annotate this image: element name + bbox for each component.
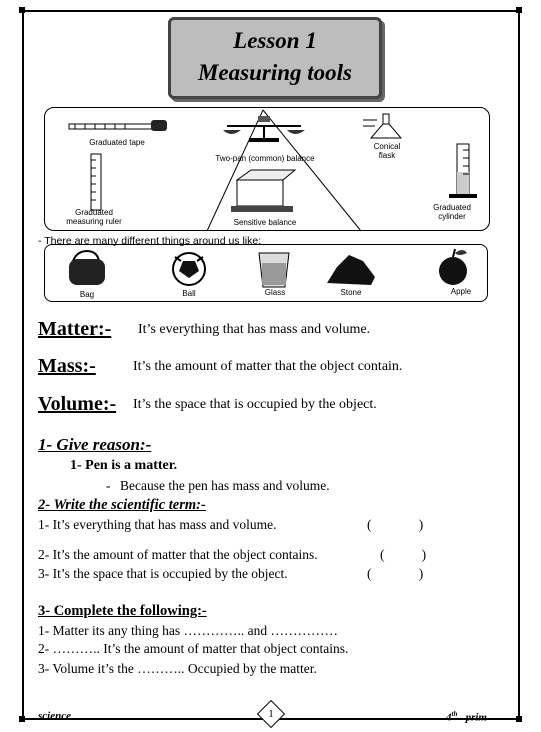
graduated-ruler-label-line2: measuring ruler [66, 217, 122, 226]
graduated-tape-label: Graduated tape [89, 138, 145, 147]
things-intro: - There are many different things around us like: [38, 235, 262, 247]
q1-heading: 1- Give reason:- [38, 435, 152, 454]
q3-item-2: 2- ……….. It’s the amount of matter that object contains. [38, 641, 349, 656]
conical-flask-label-line2: flask [378, 151, 396, 160]
footer-grade-number: 4 [446, 711, 452, 724]
ball-icon [173, 253, 205, 285]
q3-item-3: 3- Volume it’s the ……….. Occupied by the matter. [38, 661, 317, 676]
two-pan-balance-icon [223, 116, 305, 142]
q2-heading: 2- Write the scientific term:- [38, 497, 206, 513]
conical-flask-icon [363, 114, 401, 138]
page-number: 1 [268, 708, 274, 720]
q2-item-2: 2- It’s the amount of matter that the object contains. [38, 547, 318, 562]
apple-icon [439, 249, 467, 285]
ruler-icon [91, 154, 101, 210]
graduated-cylinder-label-line2: cylinder [438, 212, 466, 221]
border-corner [516, 7, 522, 13]
bag-icon [69, 251, 105, 285]
thing-label-ball: Ball [182, 289, 196, 298]
measuring-tools-panel [44, 107, 490, 231]
q2-item-1: 1- It’s everything that has mass and volume. [38, 517, 277, 532]
graduated-cylinder-label-line1: Graduated [433, 203, 471, 212]
graduated-tape-icon [69, 120, 167, 131]
mass-term: Mass:- [38, 355, 96, 377]
things-panel [44, 244, 488, 302]
matter-term: Matter:- [38, 318, 112, 340]
q2-answer-bracket-1[interactable]: ( ) [367, 517, 424, 532]
matter-definition: It’s everything that has mass and volume. [138, 322, 371, 337]
border-corner [19, 716, 25, 722]
q1-answer-bullet: - [106, 478, 111, 493]
volume-term: Volume:- [38, 393, 117, 415]
thing-label-apple: Apple [450, 287, 472, 296]
border-corner [516, 716, 522, 722]
sensitive-balance-icon [231, 170, 295, 212]
q2-item-3: 3- It’s the space that is occupied by the object. [38, 566, 288, 581]
conical-flask-label-line1: Conical [373, 142, 401, 151]
footer-grade [446, 710, 487, 724]
two-pan-balance-label: Two-pan (common) balance [215, 154, 315, 163]
q1-item: 1- Pen is a matter. [70, 458, 178, 473]
graduated-ruler-label-line1: Graduated [75, 208, 113, 217]
thing-label-stone: Stone [340, 288, 362, 297]
q2-answer-bracket-2[interactable]: ( ) [380, 547, 427, 562]
q1-answer: Because the pen has mass and volume. [120, 478, 330, 493]
border-corner [19, 7, 25, 13]
graduated-cylinder-icon [449, 144, 477, 198]
stone-icon [327, 255, 375, 285]
q3-heading: 3- Complete the following:- [38, 603, 207, 619]
thing-label-bag: Bag [79, 290, 95, 299]
volume-definition: It’s the space that is occupied by the object. [133, 397, 377, 412]
sensitive-balance-label: Sensitive balance [233, 218, 297, 227]
q2-answer-bracket-3[interactable]: ( ) [367, 566, 424, 581]
mass-definition: It’s the amount of matter that the object contain. [133, 359, 403, 374]
footer-grade-superscript: th [451, 710, 458, 718]
q3-item-1: 1- Matter its any thing has ………….. and …………… [38, 623, 338, 638]
lesson-subtitle: Measuring tools [197, 60, 352, 85]
footer-grade-word: prim [465, 711, 487, 724]
glass-icon [259, 253, 289, 287]
lesson-title-box [168, 17, 382, 99]
lesson-title: Lesson 1 [233, 28, 317, 53]
footer-subject: science [38, 710, 71, 722]
thing-label-glass: Glass [264, 288, 286, 297]
